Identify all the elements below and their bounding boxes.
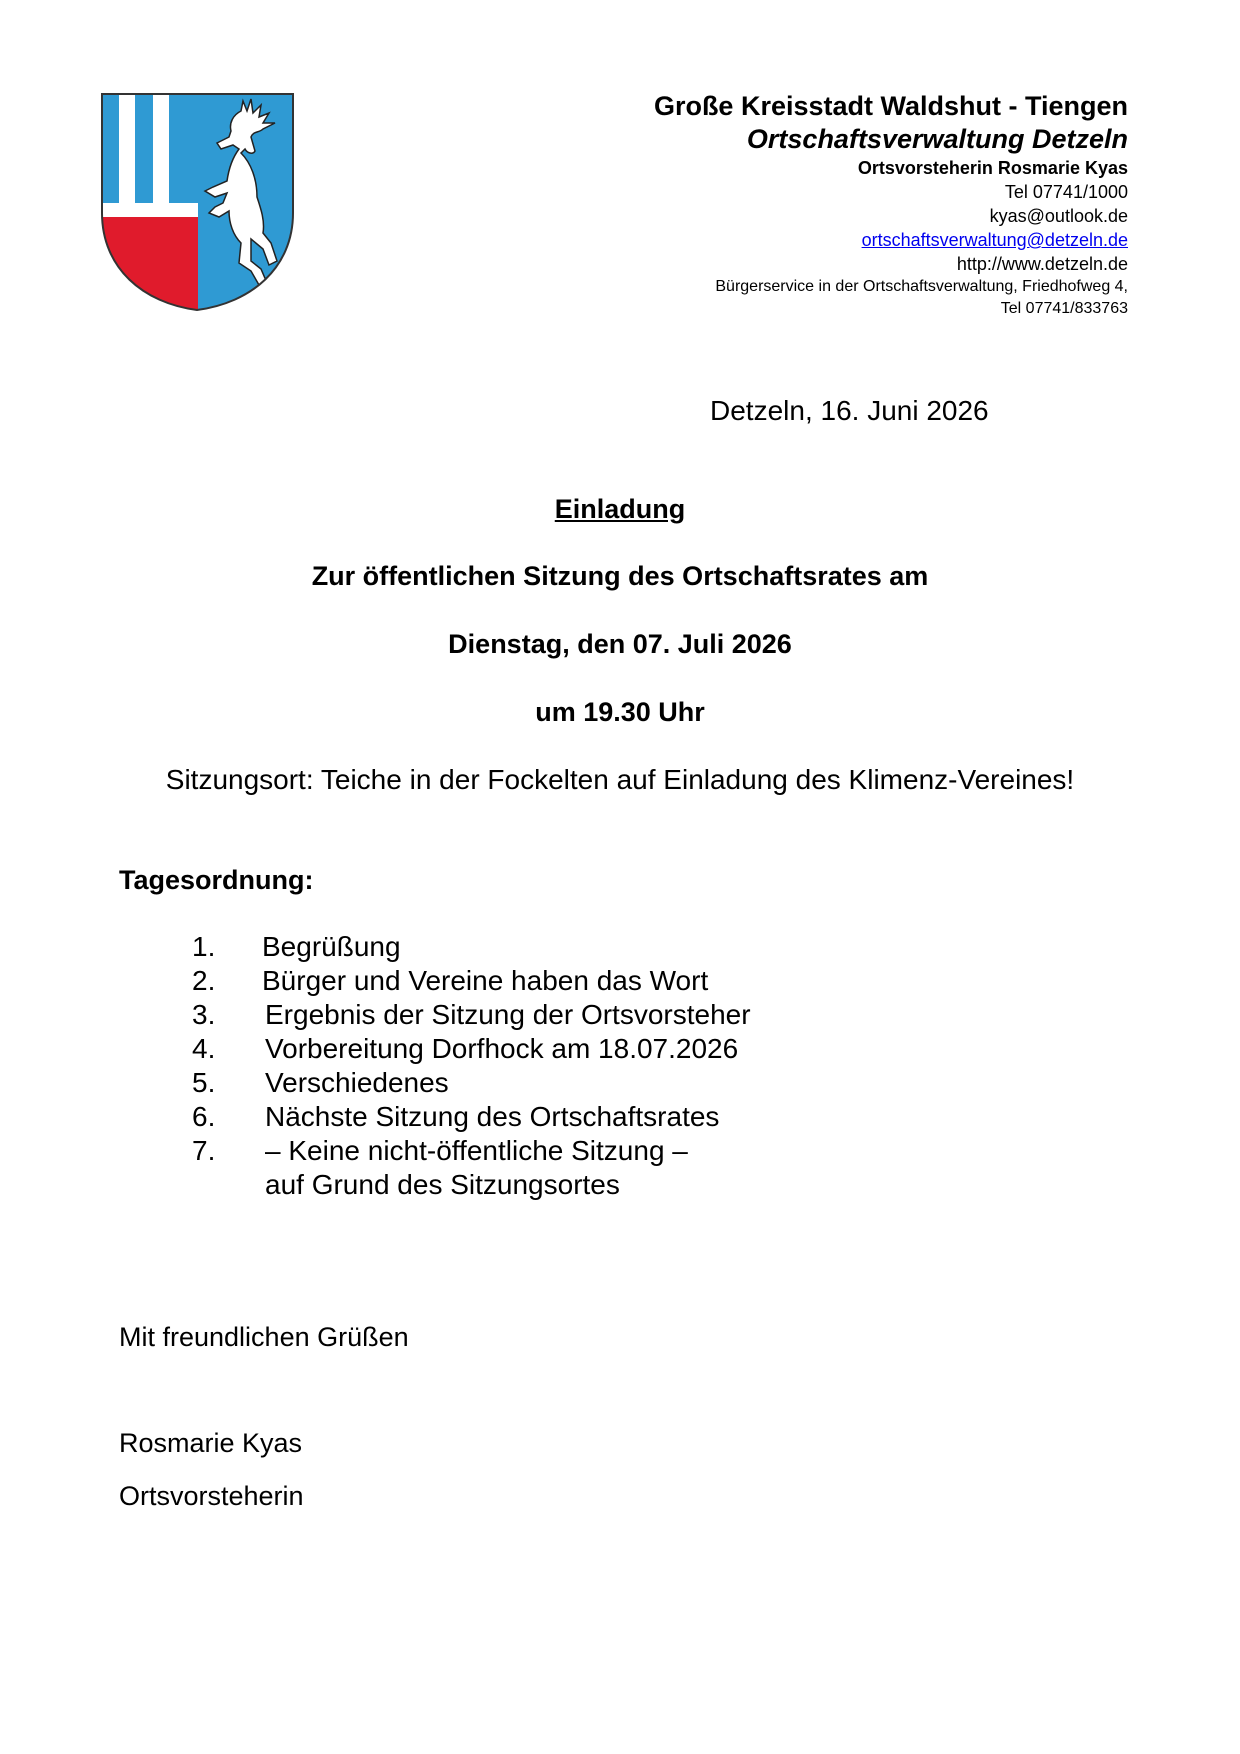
service-address: Bürgerservice in der Ortschaftsverwaltung, Friedhofweg 4, bbox=[715, 278, 1128, 295]
agenda-item-number: 7. bbox=[192, 1135, 216, 1166]
agenda-item-number: 1. bbox=[192, 931, 216, 962]
invitation-title: Einladung bbox=[554, 494, 686, 524]
administration-name: Ortschaftsverwaltung Detzeln bbox=[746, 124, 1128, 154]
office-email-link[interactable]: ortschaftsverwaltung@detzeln.de bbox=[861, 230, 1128, 250]
agenda-item-text: Verschiedenes bbox=[265, 1067, 449, 1098]
closing-greeting: Mit freundlichen Grüßen bbox=[119, 1322, 409, 1352]
agenda-item-text: Vorbereitung Dorfhock am 18.07.2026 bbox=[265, 1033, 739, 1064]
agenda-item-text: Nächste Sitzung des Ortschaftsrates bbox=[265, 1101, 720, 1132]
agenda-item-number: 3. bbox=[192, 999, 216, 1030]
agenda-title: Tagesordnung: bbox=[119, 865, 314, 895]
agenda-item-number: 4. bbox=[192, 1033, 216, 1064]
private-email: kyas@outlook.de bbox=[989, 206, 1128, 226]
meeting-time: um 19.30 Uhr bbox=[535, 697, 705, 727]
meeting-date: Dienstag, den 07. Juli 2026 bbox=[448, 629, 792, 659]
coat-of-arms-icon bbox=[101, 93, 294, 311]
invitation-subject: Zur öffentlichen Sitzung des Ortschaftsrates am bbox=[311, 561, 929, 591]
agenda-item-text: – Keine nicht-öffentliche Sitzung – bbox=[265, 1135, 688, 1166]
head-of-office: Ortsvorsteherin Rosmarie Kyas bbox=[857, 158, 1128, 178]
website: http://www.detzeln.de bbox=[956, 254, 1128, 274]
city-name: Große Kreisstadt Waldshut - Tiengen bbox=[653, 91, 1128, 121]
agenda-item-number: 6. bbox=[192, 1101, 216, 1132]
phone-number: Tel 07741/1000 bbox=[1004, 182, 1128, 202]
agenda-item-text: Bürger und Vereine haben das Wort bbox=[262, 965, 709, 996]
agenda-item-text: Begrüßung bbox=[262, 931, 401, 962]
agenda-item-text: auf Grund des Sitzungsortes bbox=[265, 1169, 620, 1200]
service-phone: Tel 07741/833763 bbox=[1000, 300, 1128, 317]
meeting-venue: Sitzungsort: Teiche in der Fockelten auf Einladung des Klimenz-Vereines! bbox=[165, 764, 1075, 795]
letterhead bbox=[654, 90, 1128, 320]
signer-role: Ortsvorsteherin bbox=[119, 1481, 304, 1511]
agenda-item-number: 5. bbox=[192, 1067, 216, 1098]
agenda-item-number: 2. bbox=[192, 965, 216, 996]
letter-date: Detzeln, 16. Juni 2026 bbox=[710, 395, 989, 426]
signer-name: Rosmarie Kyas bbox=[119, 1428, 303, 1458]
agenda-item-text: Ergebnis der Sitzung der Ortsvorsteher bbox=[265, 999, 751, 1030]
